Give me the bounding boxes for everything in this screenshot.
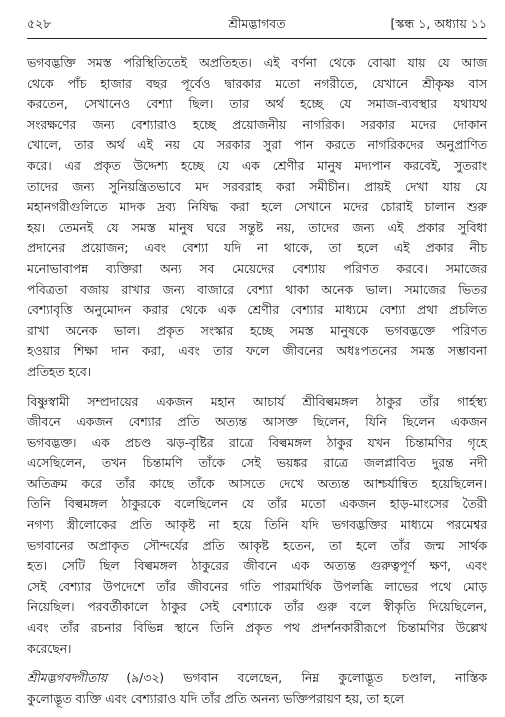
text-line: খোলে, তার অর্থ এই নয় যে সরকার সুরা পান করতে নাগরিকদের অনুপ্রাণিত — [27, 138, 487, 153]
text-line: হয়। তেমনই যে সমস্ত মানুষ ঘরে সন্তুষ্ট নয়, তাদের জন্য এই প্রকার সুবিধা — [27, 220, 487, 235]
text-line: করে। এর প্রকৃত উদ্দেশ্য হচ্ছে যে এক শ্রেণীর মানুষ মদ্যপান করবেই, সুতরাং — [27, 158, 487, 173]
text-line: হত। সেটি ছিল বিল্বমঙ্গল ঠাকুরের জীবনে এক অত্যন্ত গুরুত্বপূর্ণ ক্ষণ, এবং — [27, 559, 487, 574]
page-number: ৫২৮ — [27, 16, 52, 31]
text-line: রাখা অনেক ভাল। প্রকৃত সংস্কার হচ্ছে সমস্ত মানুষকে ভগবদ্ভক্তে পরিণত — [27, 323, 487, 338]
text-line-rest: (৯/৩২) ভগবান বলেছেন, নিম্ন কুলোদ্ভূত চণ্ডাল, নাস্তিক — [107, 671, 487, 686]
text-line: এসেছিলেন, তখন চিন্তামণি তাঁকে সেই ভয়ঙ্কর রাত্রে জলপ্লাবিত দুরন্ত নদী — [27, 456, 487, 471]
paragraph — [27, 392, 487, 660]
book-page — [0, 8, 505, 717]
text-line: ভগবদ্ভক্তি সমস্ত পরিস্থিতিতেই অপ্রতিহত। এই বর্ণনা থেকে বোঝা যায় যে আজ — [27, 56, 487, 70]
text-line: ভগবদ্ভক্ত। এক প্রচণ্ড ঝড়-বৃষ্টির রাত্রে বিল্বমঙ্গল ঠাকুর যখন চিন্তামণির গৃহে — [27, 435, 487, 450]
text-line: বেশ্যাবৃত্তি অনুমোদন করার থেকে এক শ্রেণীর বেশ্যার মাধ্যমে বেশ্যা প্রথা প্রচলিত — [27, 303, 487, 318]
text-line: প্রদানের প্রয়োজন; এবং বেশ্যা যদি না থাকে, তা হলে এই প্রকার নীচ — [27, 241, 487, 256]
paragraph — [27, 668, 487, 709]
text-line: সংরক্ষণের জন্য বেশ্যারাও হচ্ছে প্রয়োজনীয় নাগরিক। সরকার মদের দোকান — [27, 117, 487, 132]
book-title-reference: শ্রীমদ্ভগবদ্গীতায় — [27, 671, 108, 686]
text-line: প্রতিহত হবে। — [27, 364, 92, 379]
page-body — [27, 53, 487, 709]
text-line: মহানগরীগুলিতে মাদক দ্রব্য নিষিদ্ধ করা হলে সেখানে মদের চোরাই চালান শুরু — [27, 200, 487, 215]
text-line: জীবনে একজন বেশ্যার প্রতি অত্যন্ত আসক্ত ছিলেন, যিনি ছিলেন একজন — [27, 415, 487, 430]
text-line: অতিক্রম করে তাঁর কাছে তাঁকে আসতে দেখে অত্যন্ত আশ্চর্যান্বিত হয়েছিলেন। — [27, 476, 487, 491]
paragraph — [27, 53, 487, 383]
text-line: হওয়ার শিক্ষা দান করা, এবং তার ফলে জীবনের অধঃপতনের সমস্ত সম্ভাবনা — [27, 344, 487, 359]
chapter-reference: [স্কন্ধ ১, অধ্যায় ১১ — [390, 16, 487, 31]
text-line: করতেন, সেখানেও বেশ্যা ছিল। তার অর্থ হচ্ছে যে সমাজ-ব্যবস্থার যথাযথ — [27, 97, 487, 112]
text-line: মনোভাবাপন্ন ব্যক্তিরা অন্য সব মেয়েদের বেশ্যায় পরিণত করবে। সমাজের — [27, 261, 487, 276]
book-title: শ্রীমদ্ভাগবত — [228, 16, 286, 31]
text-line: তাদের জন্য সুনিয়ন্ত্রিতভাবে মদ সরবরাহ করা সমীচীন। প্রায়ই দেখা যায় যে — [27, 179, 487, 194]
text-line: পবিত্রতা বজায় রাখার জন্য বাজারে বেশ্যা থাকা অনেক ভাল। সমাজের ভিতর — [27, 282, 487, 297]
text-line: নিয়েছিল। পরবর্তীকালে ঠাকুর সেই বেশ্যাকে তাঁর গুরু বলে স্বীকৃতি দিয়েছিলেন, — [27, 600, 487, 615]
running-header — [27, 8, 487, 39]
text-line: নগণ্য স্ত্রীলোকের প্রতি আকৃষ্ট না হয়ে তিনি যদি ভগবদ্ভক্তির মাধ্যমে পরমেশ্বর — [27, 518, 487, 533]
text-line: তিনি বিল্বমঙ্গল ঠাকুরকে বলেছিলেন যে তাঁর মতো একজন হাড়-মাংসের তৈরী — [27, 497, 487, 512]
text-line: সেই বেশ্যার উপদেশে তাঁর জীবনের গতি পারমার্থিক উপলব্ধি লাভের পথে মোড় — [27, 579, 487, 594]
text-line: এবং তাঁর রচনার বিভিন্ন স্থানে তিনি প্রকৃত পথ প্রদর্শনকারীরূপে চিন্তামণির উল্লেখ — [27, 621, 487, 636]
text-line: থেকে পাঁচ হাজার বছর পূর্বেও দ্বারকার মতো নগরীতে, যেখানে শ্রীকৃষ্ণ বাস — [27, 76, 487, 91]
text-line: করেছেন। — [27, 641, 72, 656]
text-line: ভগবানের অপ্রাকৃত সৌন্দর্যের প্রতি আকৃষ্ট হতেন, তা হলে তাঁর জন্ম সার্থক — [27, 538, 487, 553]
text-line — [27, 668, 487, 689]
text-line: বিষ্ণুস্বামী সম্প্রদায়ের একজন মহান আচার্য শ্রীবিল্বমঙ্গল ঠাকুর তাঁর গার্হস্থ্য — [27, 394, 487, 409]
text-line: কুলোদ্ভূত ব্যক্তি এবং বেশ্যারাও যদি তাঁর প্রতি অনন্য ভক্তিপরায়ণ হয়, তা হলে — [27, 691, 404, 706]
